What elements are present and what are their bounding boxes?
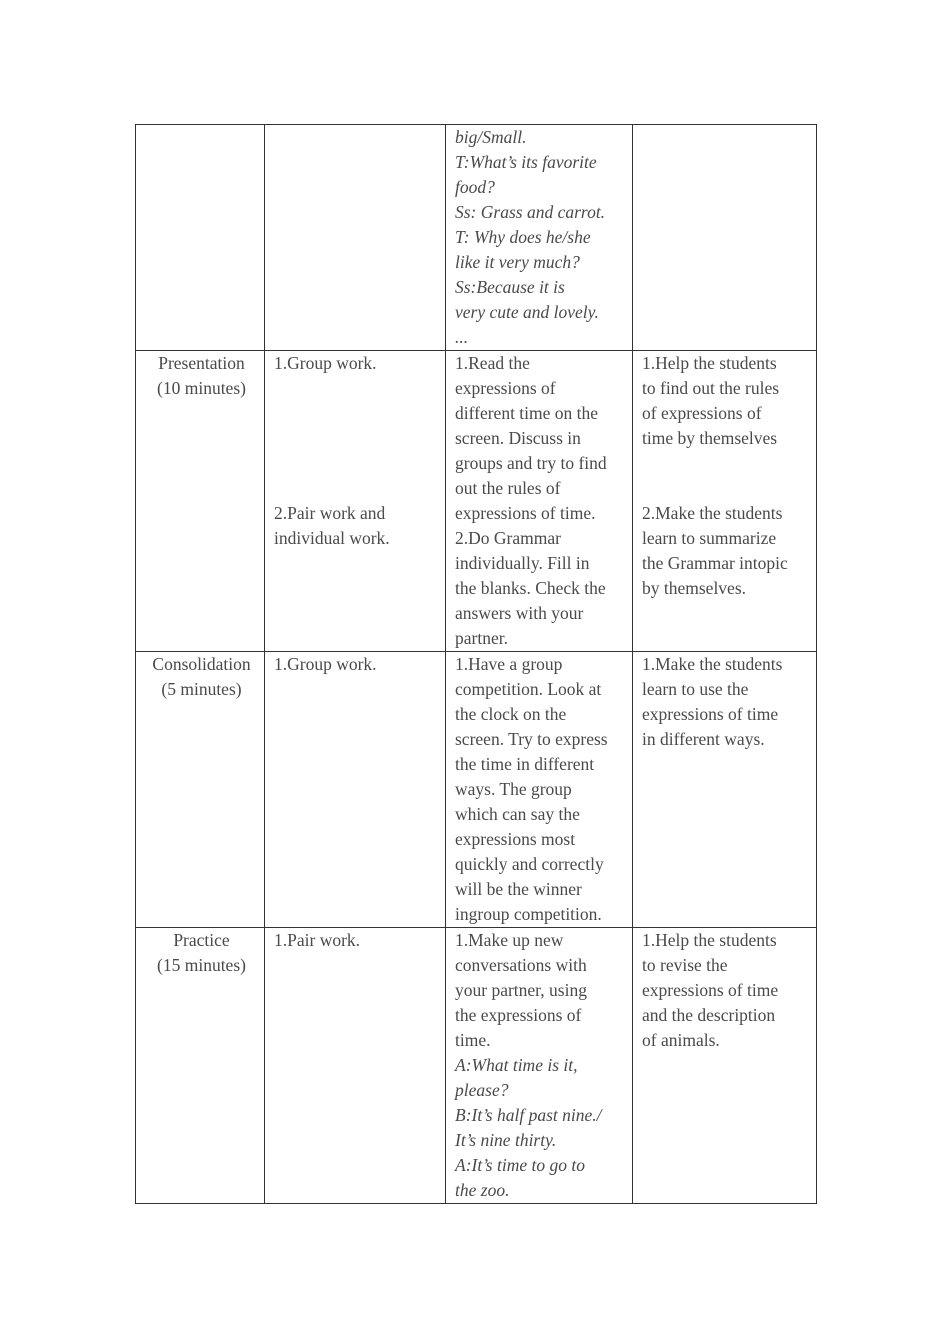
dialogue-line: A:It’s time to go to <box>455 1155 585 1175</box>
stage-cell-presentation <box>136 351 265 652</box>
content-line: very cute and lovely. <box>455 302 599 322</box>
stage-time: (15 minutes) <box>157 955 246 975</box>
content-line: partner. <box>455 628 508 648</box>
content-line: ... <box>455 327 469 347</box>
purpose-line: in different ways. <box>642 729 765 749</box>
content-cell-presentation <box>446 351 633 652</box>
purpose-line: of expressions of <box>642 403 762 423</box>
purpose-line: time by themselves <box>642 428 778 448</box>
content-cell-practice <box>446 928 633 1204</box>
content-line: Ss:Because it is <box>455 277 565 297</box>
content-line: which can say the <box>455 804 580 824</box>
content-line: Ss: Grass and carrot. <box>455 202 606 222</box>
purpose-line: 1.Help the students <box>642 930 777 950</box>
stage-cell-practice <box>136 928 265 1204</box>
dialogue-line: It’s nine thirty. <box>455 1130 557 1150</box>
content-line: different time on the <box>455 403 599 423</box>
content-line: 1.Read the <box>455 353 530 373</box>
content-line: the time in different <box>455 754 595 774</box>
stage-time: (5 minutes) <box>161 679 242 699</box>
purpose-line: learn to summarize <box>642 528 777 548</box>
content-line: ways. The group <box>455 779 572 799</box>
dialogue-line: A:What time is it, <box>455 1055 578 1075</box>
content-line: T: Why does he/she <box>455 227 591 247</box>
activity-item: individual work. <box>274 528 390 548</box>
purpose-cell-consolidation <box>633 652 817 928</box>
content-line: screen. Try to express <box>455 729 608 749</box>
activity-item: 1.Pair work. <box>274 930 361 950</box>
content-line: screen. Discuss in <box>455 428 581 448</box>
purpose-line: 1.Help the students <box>642 353 777 373</box>
content-line: quickly and correctly <box>455 854 604 874</box>
dialogue-line: the zoo. <box>455 1180 510 1200</box>
content-line: time. <box>455 1030 491 1050</box>
content-line: competition. Look at <box>455 679 602 699</box>
stage-name: Practice <box>173 930 230 950</box>
stage-cell-consolidation <box>136 652 265 928</box>
content-line: ingroup competition. <box>455 904 602 924</box>
purpose-line: 2.Make the students <box>642 503 783 523</box>
content-line: groups and try to find <box>455 453 607 473</box>
content-line: the clock on the <box>455 704 567 724</box>
table-row-practice <box>136 928 817 1204</box>
content-line: expressions of <box>455 378 556 398</box>
stage-cell-empty <box>136 125 265 351</box>
content-cell-dialogue <box>446 125 633 351</box>
activity-item: 1.Group work. <box>274 654 377 674</box>
stage-time: (10 minutes) <box>157 378 246 398</box>
purpose-line: to revise the <box>642 955 728 975</box>
content-line: 1.Make up new <box>455 930 564 950</box>
content-line: food? <box>455 177 495 197</box>
purpose-line: of animals. <box>642 1030 720 1050</box>
lesson-plan-table <box>135 124 817 1204</box>
content-line: conversations with <box>455 955 587 975</box>
content-line: 1.Have a group <box>455 654 563 674</box>
table-row-consolidation <box>136 652 817 928</box>
activity-cell-presentation <box>265 351 446 652</box>
activity-item: 2.Pair work and <box>274 503 386 523</box>
content-line: T:What’s its favorite <box>455 152 597 172</box>
purpose-cell-empty <box>633 125 817 351</box>
purpose-line: 1.Make the students <box>642 654 783 674</box>
purpose-line: and the description <box>642 1005 776 1025</box>
activity-cell-practice <box>265 928 446 1204</box>
purpose-line: by themselves. <box>642 578 747 598</box>
content-line: big/Small. <box>455 127 527 147</box>
purpose-cell-practice <box>633 928 817 1204</box>
content-line: expressions of time. <box>455 503 596 523</box>
purpose-line: expressions of time <box>642 980 779 1000</box>
purpose-cell-presentation <box>633 351 817 652</box>
purpose-line: expressions of time <box>642 704 779 724</box>
content-line: the expressions of <box>455 1005 582 1025</box>
content-line: 2.Do Grammar <box>455 528 561 548</box>
content-line: the blanks. Check the <box>455 578 606 598</box>
content-line: will be the winner <box>455 879 582 899</box>
content-line: answers with your <box>455 603 584 623</box>
table-row-presentation <box>136 351 817 652</box>
activity-item: 1.Group work. <box>274 353 377 373</box>
activity-cell-empty <box>265 125 446 351</box>
content-line: individually. Fill in <box>455 553 590 573</box>
purpose-line: to find out the rules <box>642 378 780 398</box>
content-line: expressions most <box>455 829 576 849</box>
activity-cell-consolidation <box>265 652 446 928</box>
purpose-line: learn to use the <box>642 679 749 699</box>
purpose-line: the Grammar intopic <box>642 553 788 573</box>
content-cell-consolidation <box>446 652 633 928</box>
dialogue-line: B:It’s half past nine./ <box>455 1105 602 1125</box>
stage-name: Consolidation <box>152 654 251 674</box>
table-row-continued <box>136 125 817 351</box>
stage-name: Presentation <box>158 353 245 373</box>
content-line: out the rules of <box>455 478 561 498</box>
content-line: like it very much? <box>455 252 580 272</box>
dialogue-line: please? <box>455 1080 509 1100</box>
content-line: your partner, using <box>455 980 587 1000</box>
